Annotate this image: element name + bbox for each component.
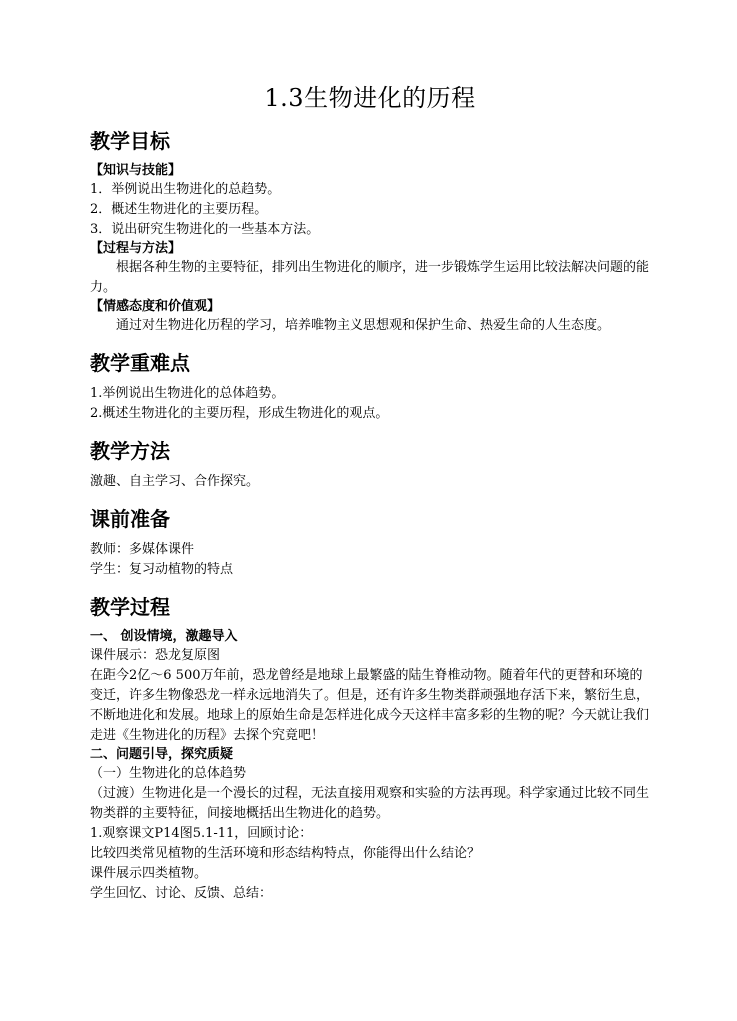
section-key-points bbox=[90, 348, 650, 424]
emotion-values-paragraph: 通过对生物进化历程的学习，培养唯物主义思想观和保护生命、热爱生命的人生态度。 bbox=[116, 318, 611, 333]
section-methods bbox=[90, 436, 650, 492]
process-part2-summary: 学生回忆、讨论、反馈、总结： bbox=[90, 886, 273, 901]
process-part2-observe: 1.观察课文P14图5.1-11，回顾讨论： bbox=[90, 826, 313, 841]
process-part1-heading: 一、 创设情境，激趣导入 bbox=[90, 629, 238, 644]
page-title: 1.3生物进化的历程 bbox=[264, 84, 476, 112]
process-part1-paragraph: 在距今2亿～6 500万年前，恐龙曾经是地球上最繁盛的陆生脊椎动物。随着年代的更替和环境的变迁，许多生物像恐龙一样永远地消失了。但是，还有许多生物类群顽强地存活下来，繁衍生息，不断地进化和发展。地球上的原始生命是怎样进化成今天这样丰富多彩的生物的呢？今天就让我们走进《生物进化的历程》去探个究竟吧！ bbox=[90, 668, 650, 743]
section-heading-process: 教学过程 bbox=[90, 595, 170, 619]
process-part2-question: 比较四类常见植物的生活环境和形态结构特点，你能得出什么结论？ bbox=[90, 846, 481, 861]
process-methods-paragraph: 根据各种生物的主要特征，排列出生物进化的顺序，进一步锻炼学生运用比较法解决问题的能力。 bbox=[90, 260, 650, 295]
section-preparation bbox=[90, 504, 650, 580]
key-point-2: 2.概述生物进化的主要历程，形成生物进化的观点。 bbox=[90, 406, 389, 421]
preparation-teacher: 教师：多媒体课件 bbox=[90, 542, 195, 557]
section-heading-teaching-goals: 教学目标 bbox=[90, 129, 170, 153]
preparation-student: 学生：复习动植物的特点 bbox=[90, 562, 234, 577]
section-process bbox=[90, 592, 650, 904]
section-teaching-goals bbox=[90, 126, 650, 336]
goal-item-3: 3．说出研究生物进化的一些基本方法。 bbox=[90, 222, 320, 237]
process-part2-show-plants: 课件展示四类植物。 bbox=[90, 866, 208, 881]
process-part2-heading: 二、问题引导，探究质疑 bbox=[90, 747, 234, 762]
section-heading-key-points: 教学重难点 bbox=[90, 351, 190, 375]
section-heading-preparation: 课前准备 bbox=[90, 507, 170, 531]
subheading-process-methods: 【过程与方法】 bbox=[90, 241, 182, 256]
document-content bbox=[90, 78, 650, 904]
section-heading-methods: 教学方法 bbox=[90, 439, 170, 463]
subheading-emotion-values: 【情感态度和价值观】 bbox=[90, 299, 221, 314]
subheading-knowledge-skills: 【知识与技能】 bbox=[90, 163, 182, 178]
process-part1-show: 课件展示：恐龙复原图 bbox=[90, 648, 221, 663]
key-point-1: 1.举例说出生物进化的总体趋势。 bbox=[90, 386, 285, 401]
methods-text: 激趣、自主学习、合作探究。 bbox=[90, 474, 260, 489]
process-part2-subheading: （一）生物进化的总体趋势 bbox=[90, 766, 247, 781]
process-part2-transition: （过渡）生物进化是一个漫长的过程，无法直接用观察和实验的方法再现。科学家通过比较不同生物类群的主要特征，间接地概括出生物进化的趋势。 bbox=[90, 786, 650, 821]
goal-item-1: 1．举例说出生物进化的总趋势。 bbox=[90, 182, 281, 197]
goal-item-2: 2．概述生物进化的主要历程。 bbox=[90, 202, 268, 217]
